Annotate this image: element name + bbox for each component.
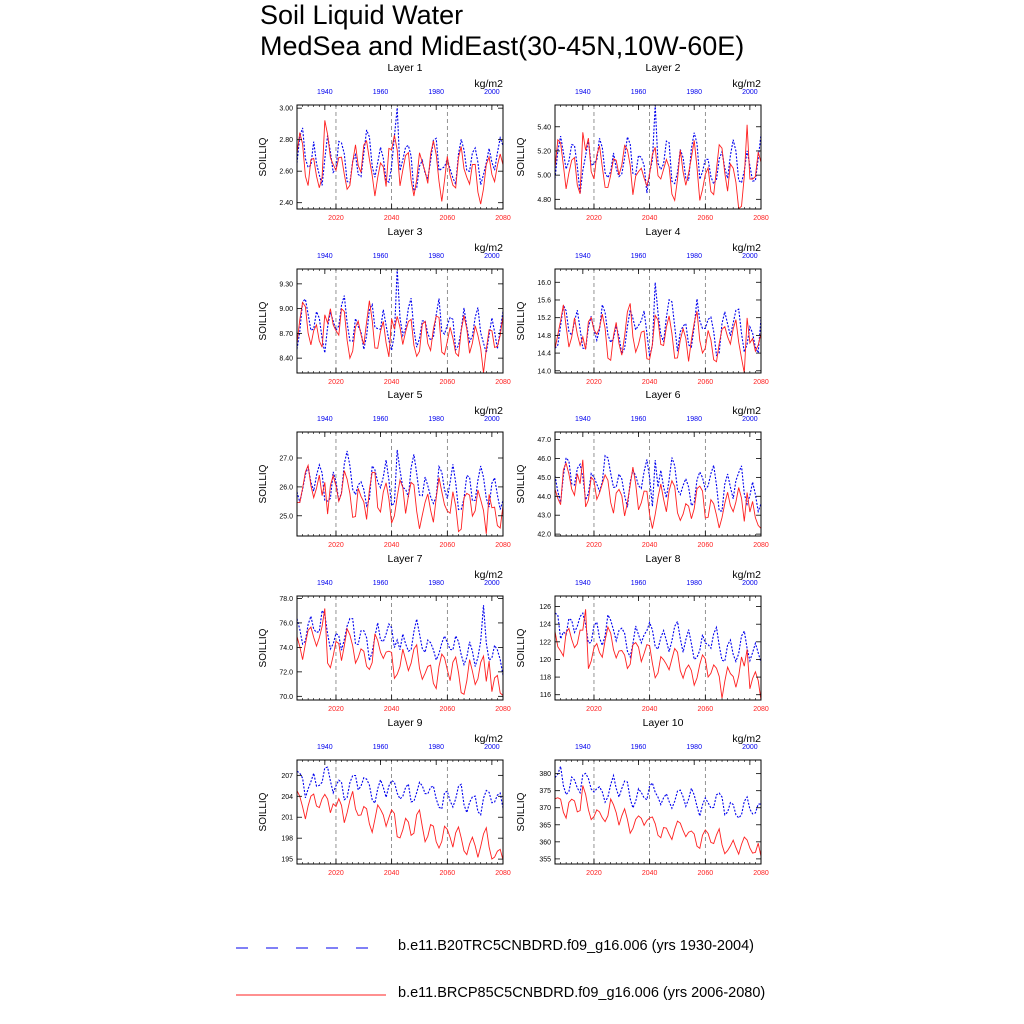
x-top-tick-label: 1980 bbox=[428, 744, 444, 751]
x-bottom-tick-label: 2020 bbox=[328, 542, 344, 549]
x-top-tick-label: 1960 bbox=[372, 89, 389, 96]
units-label: kg/m2 bbox=[732, 405, 761, 417]
x-bottom-tick-label: 2020 bbox=[586, 379, 602, 386]
x-top-tick-label: 1980 bbox=[686, 580, 702, 587]
y-tick-label: 195 bbox=[281, 856, 293, 864]
x-top-tick-label: 1980 bbox=[428, 416, 444, 423]
x-bottom-tick-label: 2040 bbox=[383, 542, 400, 549]
x-bottom-tick-label: 2020 bbox=[328, 706, 344, 713]
y-tick-label: 47.0 bbox=[537, 437, 551, 445]
x-bottom-tick-label: 2080 bbox=[753, 215, 769, 222]
y-tick-label: 9.00 bbox=[279, 306, 293, 314]
x-bottom-tick-label: 2080 bbox=[753, 706, 769, 713]
y-tick-label: 78.0 bbox=[279, 595, 293, 603]
y-tick-label: 5.40 bbox=[537, 124, 551, 132]
y-tick-label: 5.20 bbox=[537, 148, 551, 156]
x-bottom-tick-label: 2060 bbox=[439, 870, 456, 877]
y-tick-label: 42.0 bbox=[537, 531, 551, 539]
x-bottom-tick-label: 2080 bbox=[753, 870, 769, 877]
y-axis-label: SOILLIQ bbox=[258, 301, 269, 341]
x-bottom-tick-label: 2040 bbox=[383, 706, 400, 713]
y-tick-label: 355 bbox=[539, 856, 551, 864]
x-bottom-tick-label: 2080 bbox=[753, 379, 769, 386]
y-tick-label: 3.00 bbox=[279, 105, 293, 113]
y-axis-label: SOILLIQ bbox=[516, 628, 527, 668]
y-axis-label: SOILLIQ bbox=[258, 137, 269, 177]
y-axis-label: SOILLIQ bbox=[516, 301, 527, 341]
x-top-tick-label: 1940 bbox=[317, 89, 333, 96]
units-label: kg/m2 bbox=[732, 569, 761, 581]
x-bottom-tick-label: 2020 bbox=[586, 870, 602, 877]
y-tick-label: 2.40 bbox=[279, 200, 293, 208]
units-label: kg/m2 bbox=[732, 242, 761, 254]
units-label: kg/m2 bbox=[474, 78, 503, 90]
y-tick-label: 360 bbox=[539, 839, 551, 847]
y-tick-label: 76.0 bbox=[279, 620, 293, 628]
x-top-tick-label: 2000 bbox=[742, 89, 758, 96]
y-tick-label: 120 bbox=[539, 656, 551, 664]
y-axis-label: SOILLIQ bbox=[516, 137, 527, 177]
y-tick-label: 8.40 bbox=[279, 355, 293, 363]
y-tick-label: 46.0 bbox=[537, 455, 551, 463]
y-tick-label: 25.0 bbox=[279, 513, 293, 521]
chart-subtitle: MedSea and MidEast(30-45N,10W-60E) bbox=[260, 31, 745, 61]
y-tick-label: 365 bbox=[539, 822, 551, 830]
panel-title: Layer 3 bbox=[387, 226, 423, 238]
y-tick-label: 9.30 bbox=[279, 281, 293, 289]
x-bottom-tick-label: 2060 bbox=[697, 215, 714, 222]
chart-title: Soil Liquid Water bbox=[260, 0, 464, 30]
x-top-tick-label: 2000 bbox=[484, 580, 500, 587]
x-bottom-tick-label: 2060 bbox=[697, 870, 714, 877]
x-top-tick-label: 1980 bbox=[686, 744, 702, 751]
x-top-tick-label: 1980 bbox=[686, 89, 702, 96]
x-bottom-tick-label: 2020 bbox=[586, 706, 602, 713]
x-bottom-tick-label: 2060 bbox=[697, 542, 714, 549]
x-top-tick-label: 1940 bbox=[317, 744, 333, 751]
x-bottom-tick-label: 2020 bbox=[328, 215, 344, 222]
x-bottom-tick-label: 2060 bbox=[439, 706, 456, 713]
panel-title: Layer 8 bbox=[645, 553, 681, 565]
panel-title: Layer 2 bbox=[645, 62, 681, 74]
x-top-tick-label: 2000 bbox=[742, 580, 758, 587]
x-top-tick-label: 1940 bbox=[317, 416, 333, 423]
x-top-tick-label: 2000 bbox=[742, 744, 758, 751]
y-tick-label: 15.2 bbox=[537, 315, 551, 323]
y-tick-label: 116 bbox=[539, 692, 551, 700]
y-tick-label: 74.0 bbox=[279, 644, 293, 652]
x-top-tick-label: 1940 bbox=[575, 89, 591, 96]
y-tick-label: 45.0 bbox=[537, 474, 551, 482]
y-tick-label: 27.0 bbox=[279, 455, 293, 463]
x-bottom-tick-label: 2060 bbox=[697, 379, 714, 386]
y-tick-label: 204 bbox=[281, 793, 293, 801]
y-tick-label: 14.4 bbox=[537, 350, 551, 358]
y-tick-label: 43.0 bbox=[537, 512, 551, 520]
panel-title: Layer 1 bbox=[387, 62, 423, 74]
x-bottom-tick-label: 2080 bbox=[495, 542, 511, 549]
x-top-tick-label: 1960 bbox=[630, 89, 647, 96]
x-top-tick-label: 1960 bbox=[630, 253, 647, 260]
y-tick-label: 207 bbox=[281, 772, 293, 780]
x-top-tick-label: 1980 bbox=[428, 253, 444, 260]
y-tick-label: 370 bbox=[539, 805, 551, 813]
y-tick-label: 4.80 bbox=[537, 196, 551, 204]
x-top-tick-label: 1960 bbox=[372, 744, 389, 751]
y-tick-label: 375 bbox=[539, 788, 551, 796]
units-label: kg/m2 bbox=[474, 733, 503, 745]
y-tick-label: 26.0 bbox=[279, 484, 293, 492]
y-tick-label: 126 bbox=[539, 604, 551, 612]
x-bottom-tick-label: 2060 bbox=[439, 542, 456, 549]
x-bottom-tick-label: 2060 bbox=[439, 379, 456, 386]
y-tick-label: 14.8 bbox=[537, 332, 551, 340]
y-tick-label: 380 bbox=[539, 771, 551, 779]
x-top-tick-label: 1940 bbox=[317, 253, 333, 260]
x-top-tick-label: 1940 bbox=[575, 416, 591, 423]
x-top-tick-label: 1960 bbox=[630, 744, 647, 751]
y-tick-label: 124 bbox=[539, 621, 551, 629]
x-bottom-tick-label: 2040 bbox=[641, 379, 658, 386]
y-tick-label: 15.6 bbox=[537, 297, 551, 305]
x-bottom-tick-label: 2020 bbox=[586, 542, 602, 549]
x-top-tick-label: 1980 bbox=[686, 416, 702, 423]
panel-title: Layer 9 bbox=[387, 717, 423, 729]
y-tick-label: 8.70 bbox=[279, 330, 293, 338]
y-axis-label: SOILLIQ bbox=[516, 464, 527, 504]
x-top-tick-label: 1980 bbox=[428, 89, 444, 96]
x-bottom-tick-label: 2080 bbox=[495, 215, 511, 222]
y-axis-label: SOILLIQ bbox=[258, 628, 269, 668]
y-tick-label: 122 bbox=[539, 639, 551, 647]
x-top-tick-label: 2000 bbox=[484, 744, 500, 751]
y-tick-label: 16.0 bbox=[537, 279, 551, 287]
x-top-tick-label: 1960 bbox=[630, 580, 647, 587]
y-tick-label: 5.00 bbox=[537, 172, 551, 180]
y-tick-label: 201 bbox=[281, 814, 293, 822]
y-tick-label: 72.0 bbox=[279, 669, 293, 677]
x-bottom-tick-label: 2020 bbox=[328, 870, 344, 877]
x-bottom-tick-label: 2080 bbox=[495, 706, 511, 713]
y-tick-label: 2.60 bbox=[279, 168, 293, 176]
x-bottom-tick-label: 2080 bbox=[495, 379, 511, 386]
panel-title: Layer 10 bbox=[642, 717, 684, 729]
x-bottom-tick-label: 2060 bbox=[439, 215, 456, 222]
x-top-tick-label: 1940 bbox=[317, 580, 333, 587]
x-top-tick-label: 1980 bbox=[428, 580, 444, 587]
x-bottom-tick-label: 2020 bbox=[328, 379, 344, 386]
x-bottom-tick-label: 2040 bbox=[383, 215, 400, 222]
x-bottom-tick-label: 2080 bbox=[495, 870, 511, 877]
units-label: kg/m2 bbox=[474, 405, 503, 417]
units-label: kg/m2 bbox=[474, 242, 503, 254]
panel-title: Layer 6 bbox=[645, 389, 681, 401]
x-bottom-tick-label: 2020 bbox=[586, 215, 602, 222]
x-bottom-tick-label: 2040 bbox=[383, 379, 400, 386]
y-axis-label: SOILLIQ bbox=[516, 792, 527, 832]
legend-label-rcp: b.e11.BRCP85C5CNBDRD.f09_g16.006 (yrs 2006-2080) bbox=[398, 985, 766, 1001]
x-top-tick-label: 1980 bbox=[686, 253, 702, 260]
x-top-tick-label: 2000 bbox=[484, 89, 500, 96]
x-top-tick-label: 1960 bbox=[372, 580, 389, 587]
panel-title: Layer 7 bbox=[387, 553, 423, 565]
panel-title: Layer 4 bbox=[645, 226, 681, 238]
legend-label-historical: b.e11.B20TRC5CNBDRD.f09_g16.006 (yrs 1930-2004) bbox=[398, 938, 754, 954]
x-top-tick-label: 1940 bbox=[575, 253, 591, 260]
x-top-tick-label: 1960 bbox=[630, 416, 647, 423]
y-tick-label: 44.0 bbox=[537, 493, 551, 501]
x-top-tick-label: 1960 bbox=[372, 416, 389, 423]
x-bottom-tick-label: 2040 bbox=[641, 706, 658, 713]
y-tick-label: 2.80 bbox=[279, 137, 293, 145]
y-axis-label: SOILLIQ bbox=[258, 464, 269, 504]
x-top-tick-label: 1960 bbox=[372, 253, 389, 260]
units-label: kg/m2 bbox=[732, 78, 761, 90]
y-tick-label: 198 bbox=[281, 835, 293, 843]
x-top-tick-label: 1940 bbox=[575, 744, 591, 751]
x-top-tick-label: 1940 bbox=[575, 580, 591, 587]
x-bottom-tick-label: 2060 bbox=[697, 706, 714, 713]
units-label: kg/m2 bbox=[732, 733, 761, 745]
x-top-tick-label: 2000 bbox=[484, 253, 500, 260]
panel-title: Layer 5 bbox=[387, 389, 423, 401]
y-tick-label: 14.0 bbox=[537, 368, 551, 376]
x-top-tick-label: 2000 bbox=[742, 416, 758, 423]
y-axis-label: SOILLIQ bbox=[258, 792, 269, 832]
x-bottom-tick-label: 2040 bbox=[641, 215, 658, 222]
x-bottom-tick-label: 2040 bbox=[641, 542, 658, 549]
y-tick-label: 118 bbox=[539, 674, 551, 682]
x-top-tick-label: 2000 bbox=[742, 253, 758, 260]
x-bottom-tick-label: 2040 bbox=[383, 870, 400, 877]
x-top-tick-label: 2000 bbox=[484, 416, 500, 423]
x-bottom-tick-label: 2040 bbox=[641, 870, 658, 877]
units-label: kg/m2 bbox=[474, 569, 503, 581]
y-tick-label: 70.0 bbox=[279, 693, 293, 701]
x-bottom-tick-label: 2080 bbox=[753, 542, 769, 549]
